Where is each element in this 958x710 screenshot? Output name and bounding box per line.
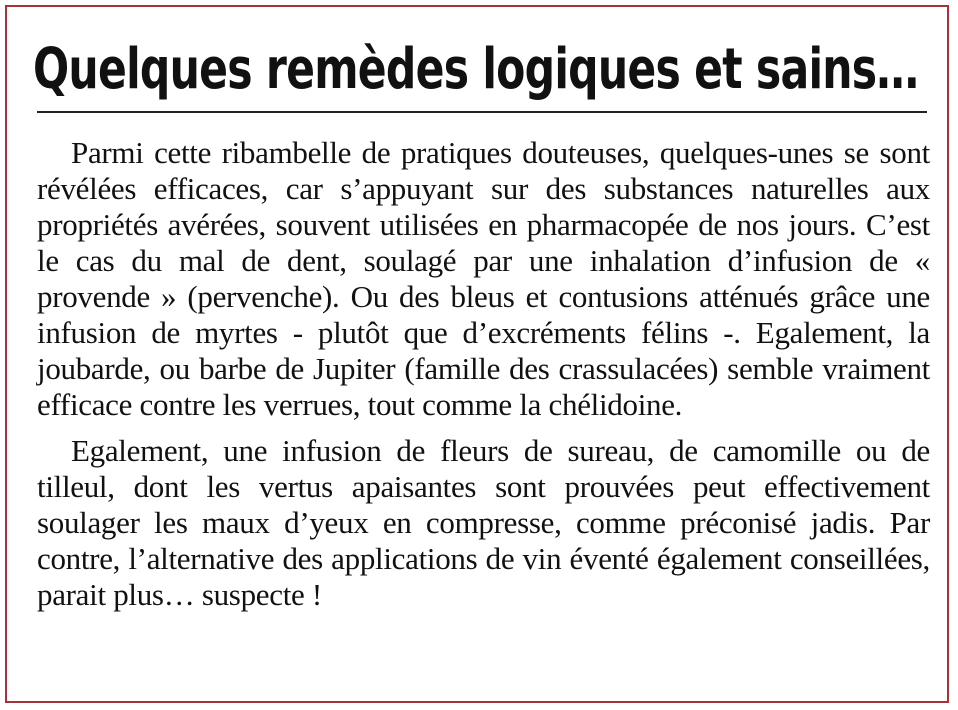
article-body [37,135,930,613]
paragraph-remedies-first: Parmi cette ribambelle de pratiques douteuses, quelques-unes se sont révélées efficaces, car s’appuyant sur des substances naturelles aux propriétés avérées, souvent utilisées en pharmacopée de nos jours. C’est le cas du mal de dent, soulagé par une inhalation d’infusion de « provende » (pervenche). Ou des bleus et contusions atténués grâce une infusion de myrtes - plutôt que d’excréments félins -. Egalement, la joubarde, ou barbe de Jupiter (famille des crassulacées) semble vraiment efficace contre les verrues, tout comme la chélidoine. [37,135,930,422]
article-title: Quelques remèdes logiques et sains… [33,37,919,102]
article-frame [5,5,949,703]
title-divider [37,111,927,113]
paragraph-remedies-second: Egalement, une infusion de fleurs de sureau, de camomille ou de tilleul, dont les vertus apaisantes sont prouvées peut effectivement soulager les maux d’yeux en compresse, comme préconisé jadis. Par contre, l’alternative des applications de vin éventé également conseillées, parait plus… suspecte ! [37,433,930,612]
